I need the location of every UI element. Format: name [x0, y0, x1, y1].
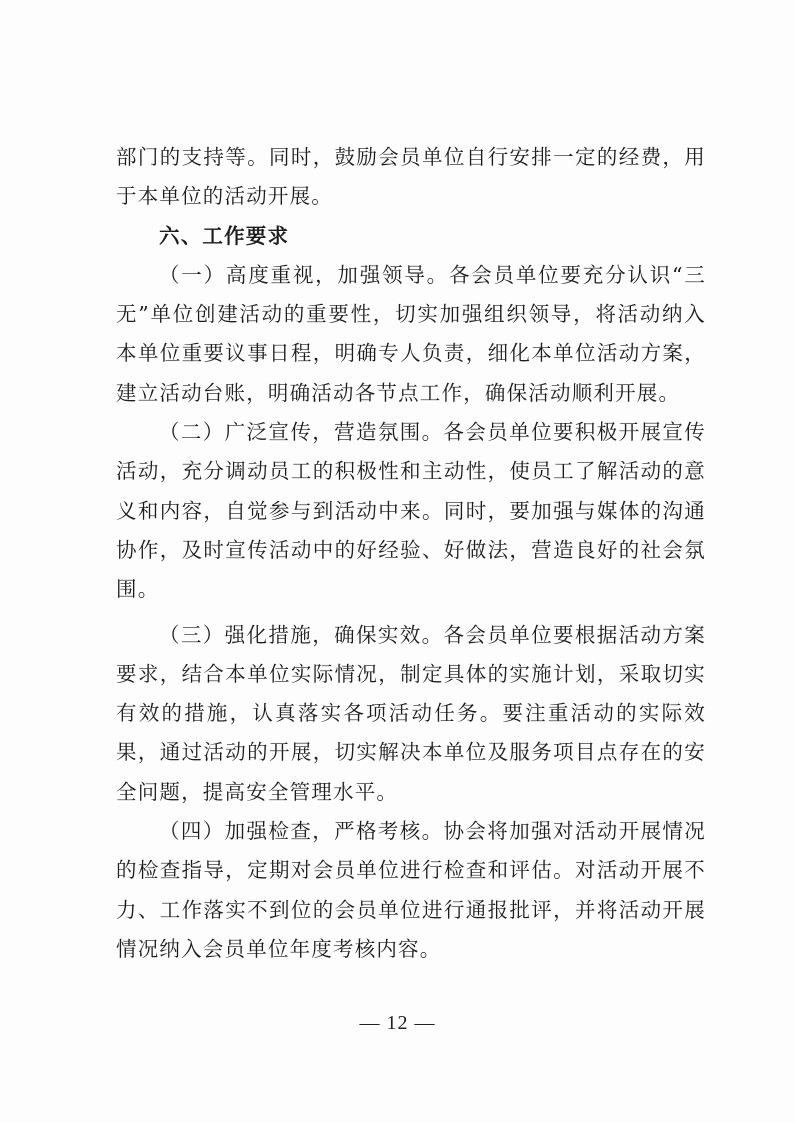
requirement-item-2-body: 各会员单位要积极开展宣传活动，充分调动员工的积极性和主动性，使员工了解活动的意义和内容，自觉参与到活动中来。同时，要加强与媒体的沟通协作，及时宣传活动中的好经验、好做法，营造良好的社会氛围。 — [116, 420, 706, 602]
requirement-item-4-title: （四）加强检查，严格考核。 — [159, 819, 444, 844]
section-heading: 六、工作要求 — [159, 223, 290, 248]
document-body — [116, 138, 706, 969]
page-number: — 12 — — [359, 1012, 436, 1034]
requirement-item-1-body: 各会员单位要充分认识“三无”单位创建活动的重要性，切实加强组织领导，将活动纳入本单位重要议事日程，明确专人负责，细化本单位活动方案，建立活动台账，明确活动各节点工作，确保活动顺利开展。 — [116, 262, 706, 405]
requirement-item-3-body: 各会员单位要根据活动方案要求，结合本单位实际情况，制定具体的实施计划，采取切实有效的措施，认真落实各项活动任务。要注重活动的实际效果，通过活动的开展，切实解决本单位及服务项目点存在的安全问题，提高安全管理水平。 — [116, 622, 706, 804]
requirement-item-3 — [116, 616, 706, 812]
requirement-item-1-title: （一）高度重视，加强领导。 — [159, 262, 449, 287]
requirement-item-4-body: 协会将加强对活动开展情况的检查指导，定期对会员单位进行检查和评估。对活动开展不力、工作落实不到位的会员单位进行通报批评，并将活动开展情况纳入会员单位年度考核内容。 — [116, 819, 706, 961]
requirement-item-4 — [116, 812, 706, 969]
requirement-item-2-title: （二）广泛宣传，营造氛围。 — [159, 420, 444, 445]
lead-paragraph: 部门的支持等。同时，鼓励会员单位自行安排一定的经费，用于本单位的活动开展。 — [116, 145, 706, 209]
requirement-item-3-title: （三）强化措施，确保实效。 — [159, 622, 444, 647]
requirement-item-1 — [116, 256, 706, 413]
requirement-item-2 — [116, 413, 706, 609]
